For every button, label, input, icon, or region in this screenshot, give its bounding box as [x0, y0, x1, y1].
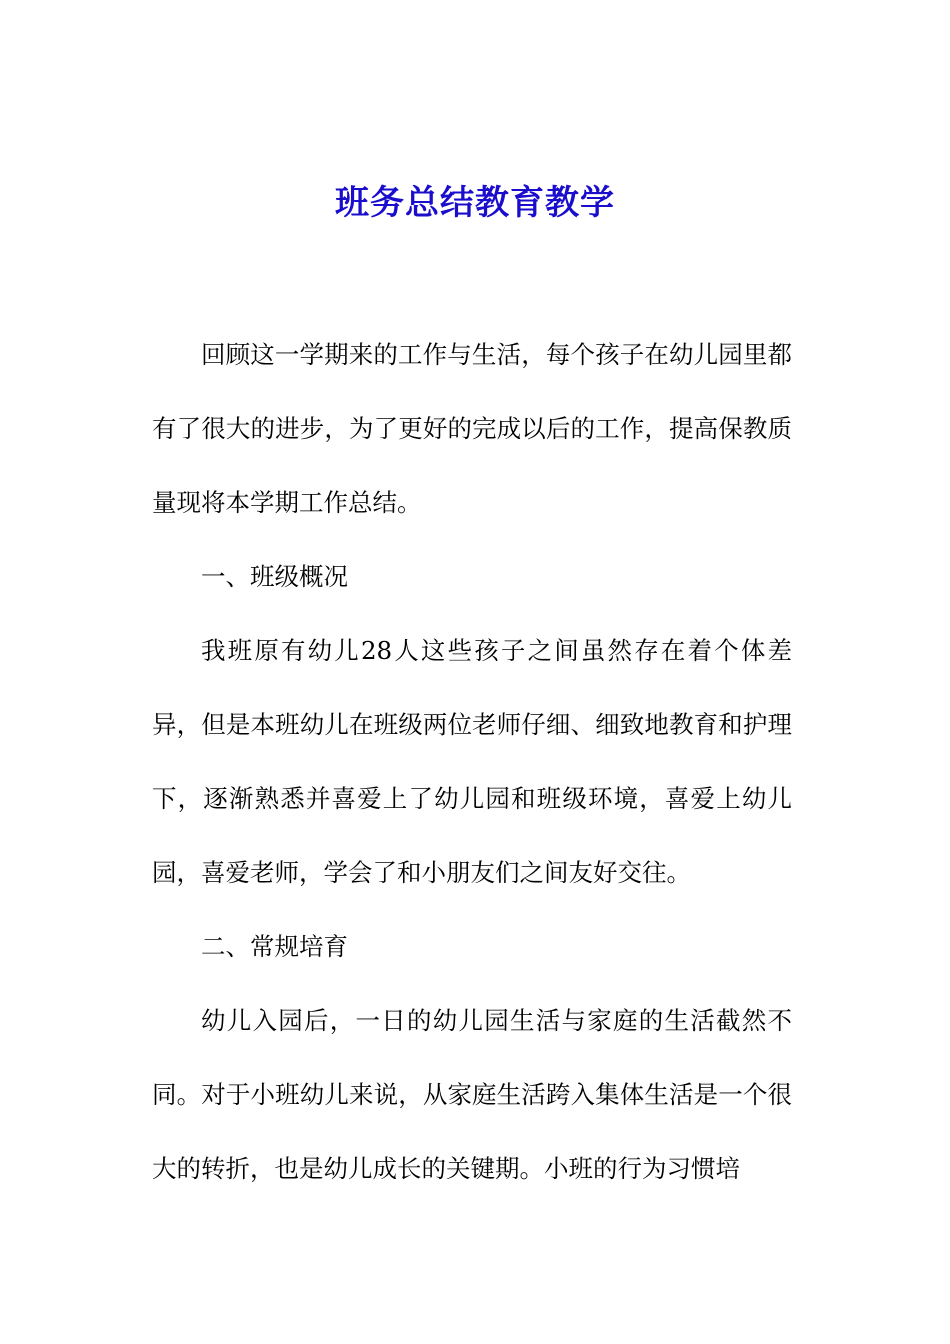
paragraph-class-overview: 我班原有幼儿28人这些孩子之间虽然存在着个体差异，但是本班幼儿在班级两位老师仔细、细致地教育和护理下，逐渐熟悉并喜爱上了幼儿园和班级环境，喜爱上幼儿园，喜爱老师，学会了和小朋友们之间友好交往。: [152, 636, 792, 887]
document-body: [152, 318, 792, 1206]
section-heading-class-overview: 一、班级概况: [201, 562, 348, 591]
section-heading-routine-training: 二、常规培育: [201, 932, 348, 961]
paragraph-intro: 回顾这一学期来的工作与生活，每个孩子在幼儿园里都有了很大的进步，为了更好的完成以后的工作，提高保教质量现将本学期工作总结。: [152, 340, 792, 517]
paragraph-routine-training: 幼儿入园后，一日的幼儿园生活与家庭的生活截然不同。对于小班幼儿来说，从家庭生活跨入集体生活是一个很大的转折，也是幼儿成长的关键期。小班的行为习惯培: [152, 1006, 792, 1183]
document-title: 班务总结教育教学: [335, 183, 615, 223]
